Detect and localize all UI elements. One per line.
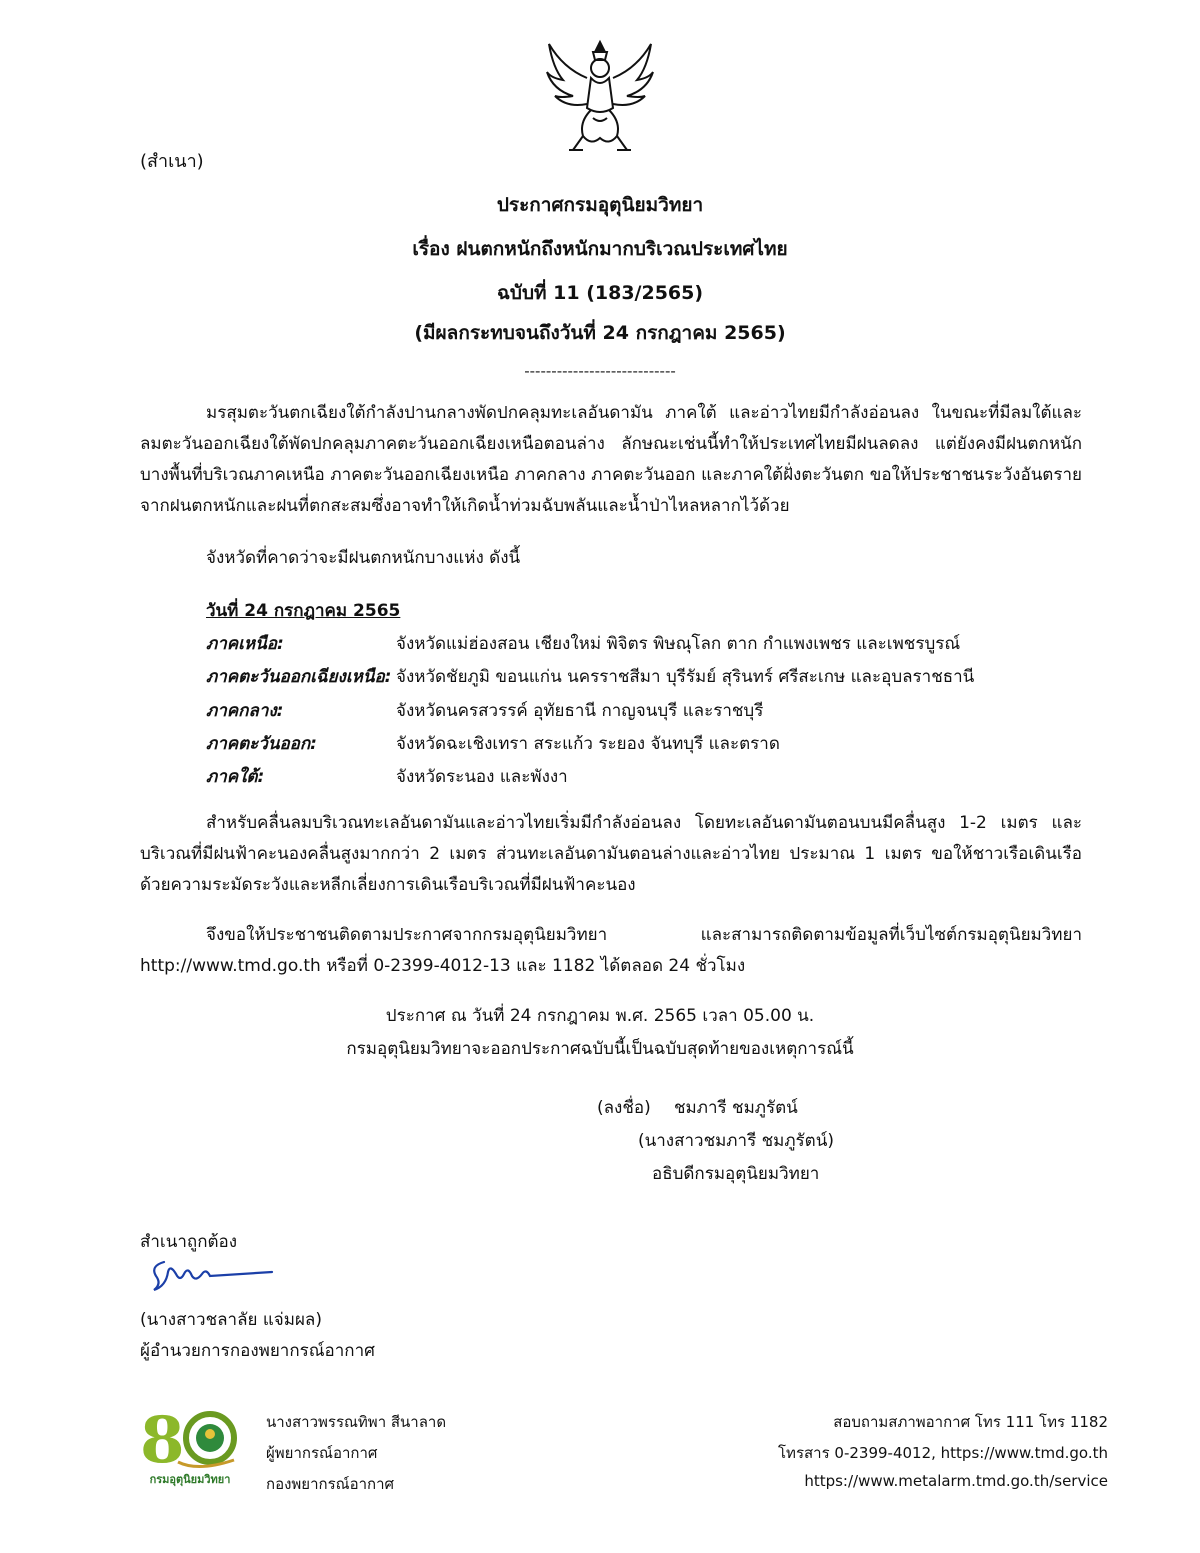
svg-text:8: 8: [140, 1403, 185, 1478]
region-row-north: [206, 630, 1106, 660]
announcement-title: ประกาศกรมอุตุนิยมวิทยา: [496, 194, 704, 216]
final-notice: กรมอุตุนิยมวิทยาจะออกประกาศฉบับนี้เป็นฉบับสุดท้ายของเหตุการณ์นี้: [346, 1039, 854, 1059]
contact-fax-website[interactable]: โทรสาร 0-2399-4012, https://www.tmd.go.th: [778, 1444, 1108, 1462]
announcement-number: ฉบับที่ 11 (183/2565): [496, 282, 704, 304]
forecaster-role: ผู้พยากรณ์อากาศ: [266, 1444, 378, 1462]
region-provinces: จังหวัดชัยภูมิ ขอนแก่น นครราชสีมา บุรีรัมย์ สุรินทร์ ศรีสะเกษ และอุบลราชธานี: [396, 667, 975, 687]
forecaster-division: กองพยากรณ์อากาศ: [266, 1475, 395, 1493]
region-provinces: จังหวัดนครสวรรค์ อุทัยธานี กาญจนบุรี และราชบุรี: [396, 701, 764, 721]
region-name: ภาคตะวันออกเฉียงเหนือ:: [206, 667, 392, 687]
handwritten-signature: [146, 1256, 276, 1300]
weather-summary-paragraph: มรสุมตะวันตกเฉียงใต้กำลังปานกลางพัดปกคลุมทะเลอันดามัน ภาคใต้ และอ่าวไทยมีกำลังอ่อนลง ในขณะที่มีลมใต้และลมตะวันออกเฉียงใต้พัดปกคลุมภาคตะวันออกเฉียงเหนือตอนล่าง ลักษณะเช่นนี้ทำให้ประเทศไทยมีฝนลดลง แต่ยังคงมีฝนตกหนักบางพื้นที่บริเวณภาคเหนือ ภาคตะวันออกเฉียงเหนือ ภาคกลาง ภาคตะวันออก และภาคใต้ฝั่งตะวันตก ขอให้ประชาชนระวังอันตรายจากฝนตกหนักและฝนที่ตกสะสมซึ่งอาจทำให้เกิดน้ำท่วมฉับพลันและน้ำป่าไหลหลากไว้ด้วย: [140, 403, 1082, 516]
region-provinces: จังหวัดแม่ฮ่องสอน เชียงใหม่ พิจิตร พิษณุโลก ตาก กำแพงเพชร และเพชรบูรณ์: [396, 634, 961, 654]
provinces-intro: จังหวัดที่คาดว่าจะมีฝนตกหนักบางแห่ง ดังนี้: [206, 548, 521, 568]
region-row-central: [206, 697, 1106, 727]
region-provinces: จังหวัดฉะเชิงเทรา สระแก้ว ระยอง จันทบุรี และตราด: [396, 734, 780, 754]
certified-name: (นางสาวชลาลัย แจ่มผล): [140, 1310, 322, 1330]
region-row-east: [206, 730, 1106, 760]
forecaster-name: นางสาวพรรณทิพา สีนาลาด: [266, 1413, 447, 1431]
sea-waves-paragraph: สำหรับคลื่นลมบริเวณทะเลอันดามันและอ่าวไทยเริ่มมีกำลังอ่อนลง โดยทะเลอันดามันตอนบนมีคลื่นสูง 1-2 เมตร และบริเวณที่มีฝนฟ้าคะนองคลื่นสูงมากกว่า 2 เมตร ส่วนทะเลอันดามันตอนล่างและอ่าวไทย ประมาณ 1 เมตร ขอให้ชาวเรือเดินเรือด้วยความระมัดระวังและหลีกเลี่ยงการเดินเรือบริเวณที่มีฝนฟ้าคะนอง: [140, 813, 1082, 895]
title-separator: ----------------------------: [524, 362, 676, 380]
announce-date: ประกาศ ณ วันที่ 24 กรกฎาคม พ.ศ. 2565 เวลา 05.00 น.: [385, 1006, 815, 1026]
garuda-emblem-icon: [543, 38, 657, 156]
signatory-position: อธิบดีกรมอุตุนิยมวิทยา: [652, 1164, 820, 1184]
logo-text: กรมอุตุนิยมวิทยา: [149, 1473, 231, 1486]
copy-label: (สำเนา): [140, 151, 204, 172]
announcement-effective-date: (มีผลกระทบจนถึงวันที่ 24 กรกฎาคม 2565): [414, 322, 786, 344]
certified-copy-label: สำเนาถูกต้อง: [140, 1232, 238, 1252]
tmd-80-anniversary-logo: [138, 1400, 242, 1492]
region-row-northeast: [206, 663, 1106, 693]
region-name: ภาคกลาง:: [206, 701, 284, 721]
certified-position: ผู้อำนวยการกองพยากรณ์อากาศ: [140, 1341, 375, 1361]
region-row-south: [206, 763, 1106, 793]
region-name: ภาคเหนือ:: [206, 634, 284, 654]
signed-label: (ลงชื่อ): [597, 1098, 651, 1118]
signatory-full-name: (นางสาวชมภารี ชมภูรัตน์): [638, 1131, 834, 1151]
region-provinces: จังหวัดระนอง และพังงา: [396, 767, 568, 787]
announcement-subject: เรื่อง ฝนตกหนักถึงหนักมากบริเวณประเทศไทย: [412, 238, 788, 260]
region-name: ภาคตะวันออก:: [206, 734, 317, 754]
region-name: ภาคใต้:: [206, 767, 265, 787]
contact-phone: สอบถามสภาพอากาศ โทร 111 โทร 1182: [833, 1413, 1108, 1431]
follow-updates-paragraph: จึงขอให้ประชาชนติดตามประกาศจากกรมอุตุนิยมวิทยา และสามารถติดตามข้อมูลที่เว็บไซต์กรมอุตุนิยมวิทยา http://www.tmd.go.th หรือที่ 0-2399-4012-13 และ 1182 ได้ตลอด 24 ชั่วโมง: [140, 925, 1082, 976]
contact-metalarm-link[interactable]: https://www.metalarm.tmd.go.th/service: [804, 1472, 1108, 1490]
forecast-date-heading: วันที่ 24 กรกฎาคม 2565: [206, 601, 401, 621]
signed-name: ชมภารี ชมภูรัตน์: [674, 1098, 798, 1118]
